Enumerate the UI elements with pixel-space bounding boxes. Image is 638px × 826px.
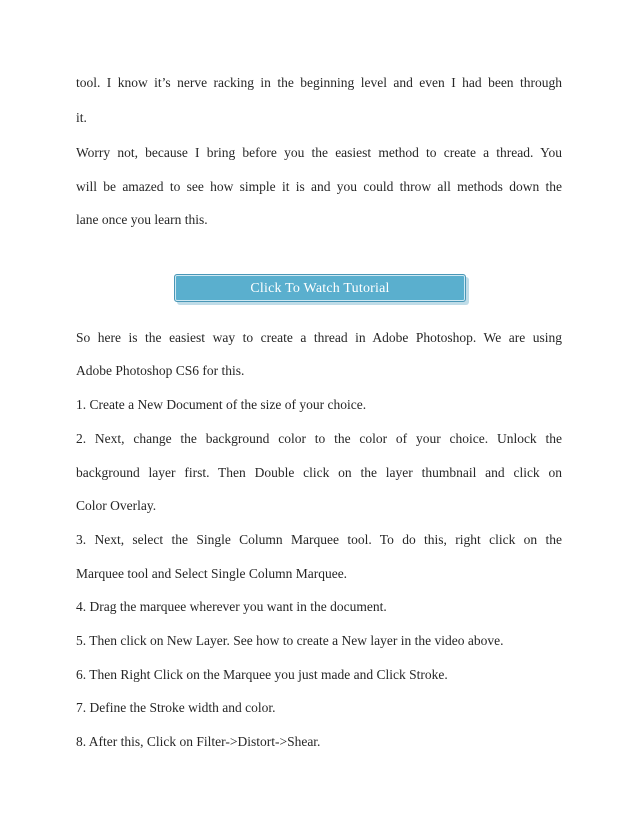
tutorial-button-wrapper — [174, 274, 466, 302]
list-item: 8. After this, Click on Filter->Distort->Shear. — [76, 734, 321, 749]
list-item-continued: background layer first. Then Double click on the layer thumbnail and click on — [76, 465, 562, 480]
list-item-continued: Color Overlay. — [76, 498, 157, 513]
paragraph-line: lane once you learn this. — [76, 212, 208, 227]
paragraph-line: it. — [76, 110, 87, 125]
paragraph-line: will be amazed to see how simple it is and you could throw all methods down the — [76, 179, 562, 194]
paragraph-line: Worry not, because I bring before you the easiest method to create a thread. You — [76, 145, 562, 160]
paragraph-line: Adobe Photoshop CS6 for this. — [76, 363, 245, 378]
watch-tutorial-button[interactable]: Click To Watch Tutorial — [174, 274, 466, 302]
paragraph-line: tool. I know it’s nerve racking in the beginning level and even I had been through — [76, 75, 562, 90]
list-item-continued: Marquee tool and Select Single Column Marquee. — [76, 566, 348, 581]
list-item: 2. Next, change the background color to the color of your choice. Unlock the — [76, 431, 562, 446]
list-item: 3. Next, select the Single Column Marquee tool. To do this, right click on the — [76, 532, 562, 547]
list-item: 4. Drag the marquee wherever you want in the document. — [76, 599, 387, 614]
paragraph-line: So here is the easiest way to create a thread in Adobe Photoshop. We are using — [76, 330, 562, 345]
list-item: 6. Then Right Click on the Marquee you just made and Click Stroke. — [76, 667, 448, 682]
list-item: 7. Define the Stroke width and color. — [76, 700, 276, 715]
list-item: 1. Create a New Document of the size of your choice. — [76, 397, 367, 412]
list-item: 5. Then click on New Layer. See how to create a New layer in the video above. — [76, 633, 504, 648]
